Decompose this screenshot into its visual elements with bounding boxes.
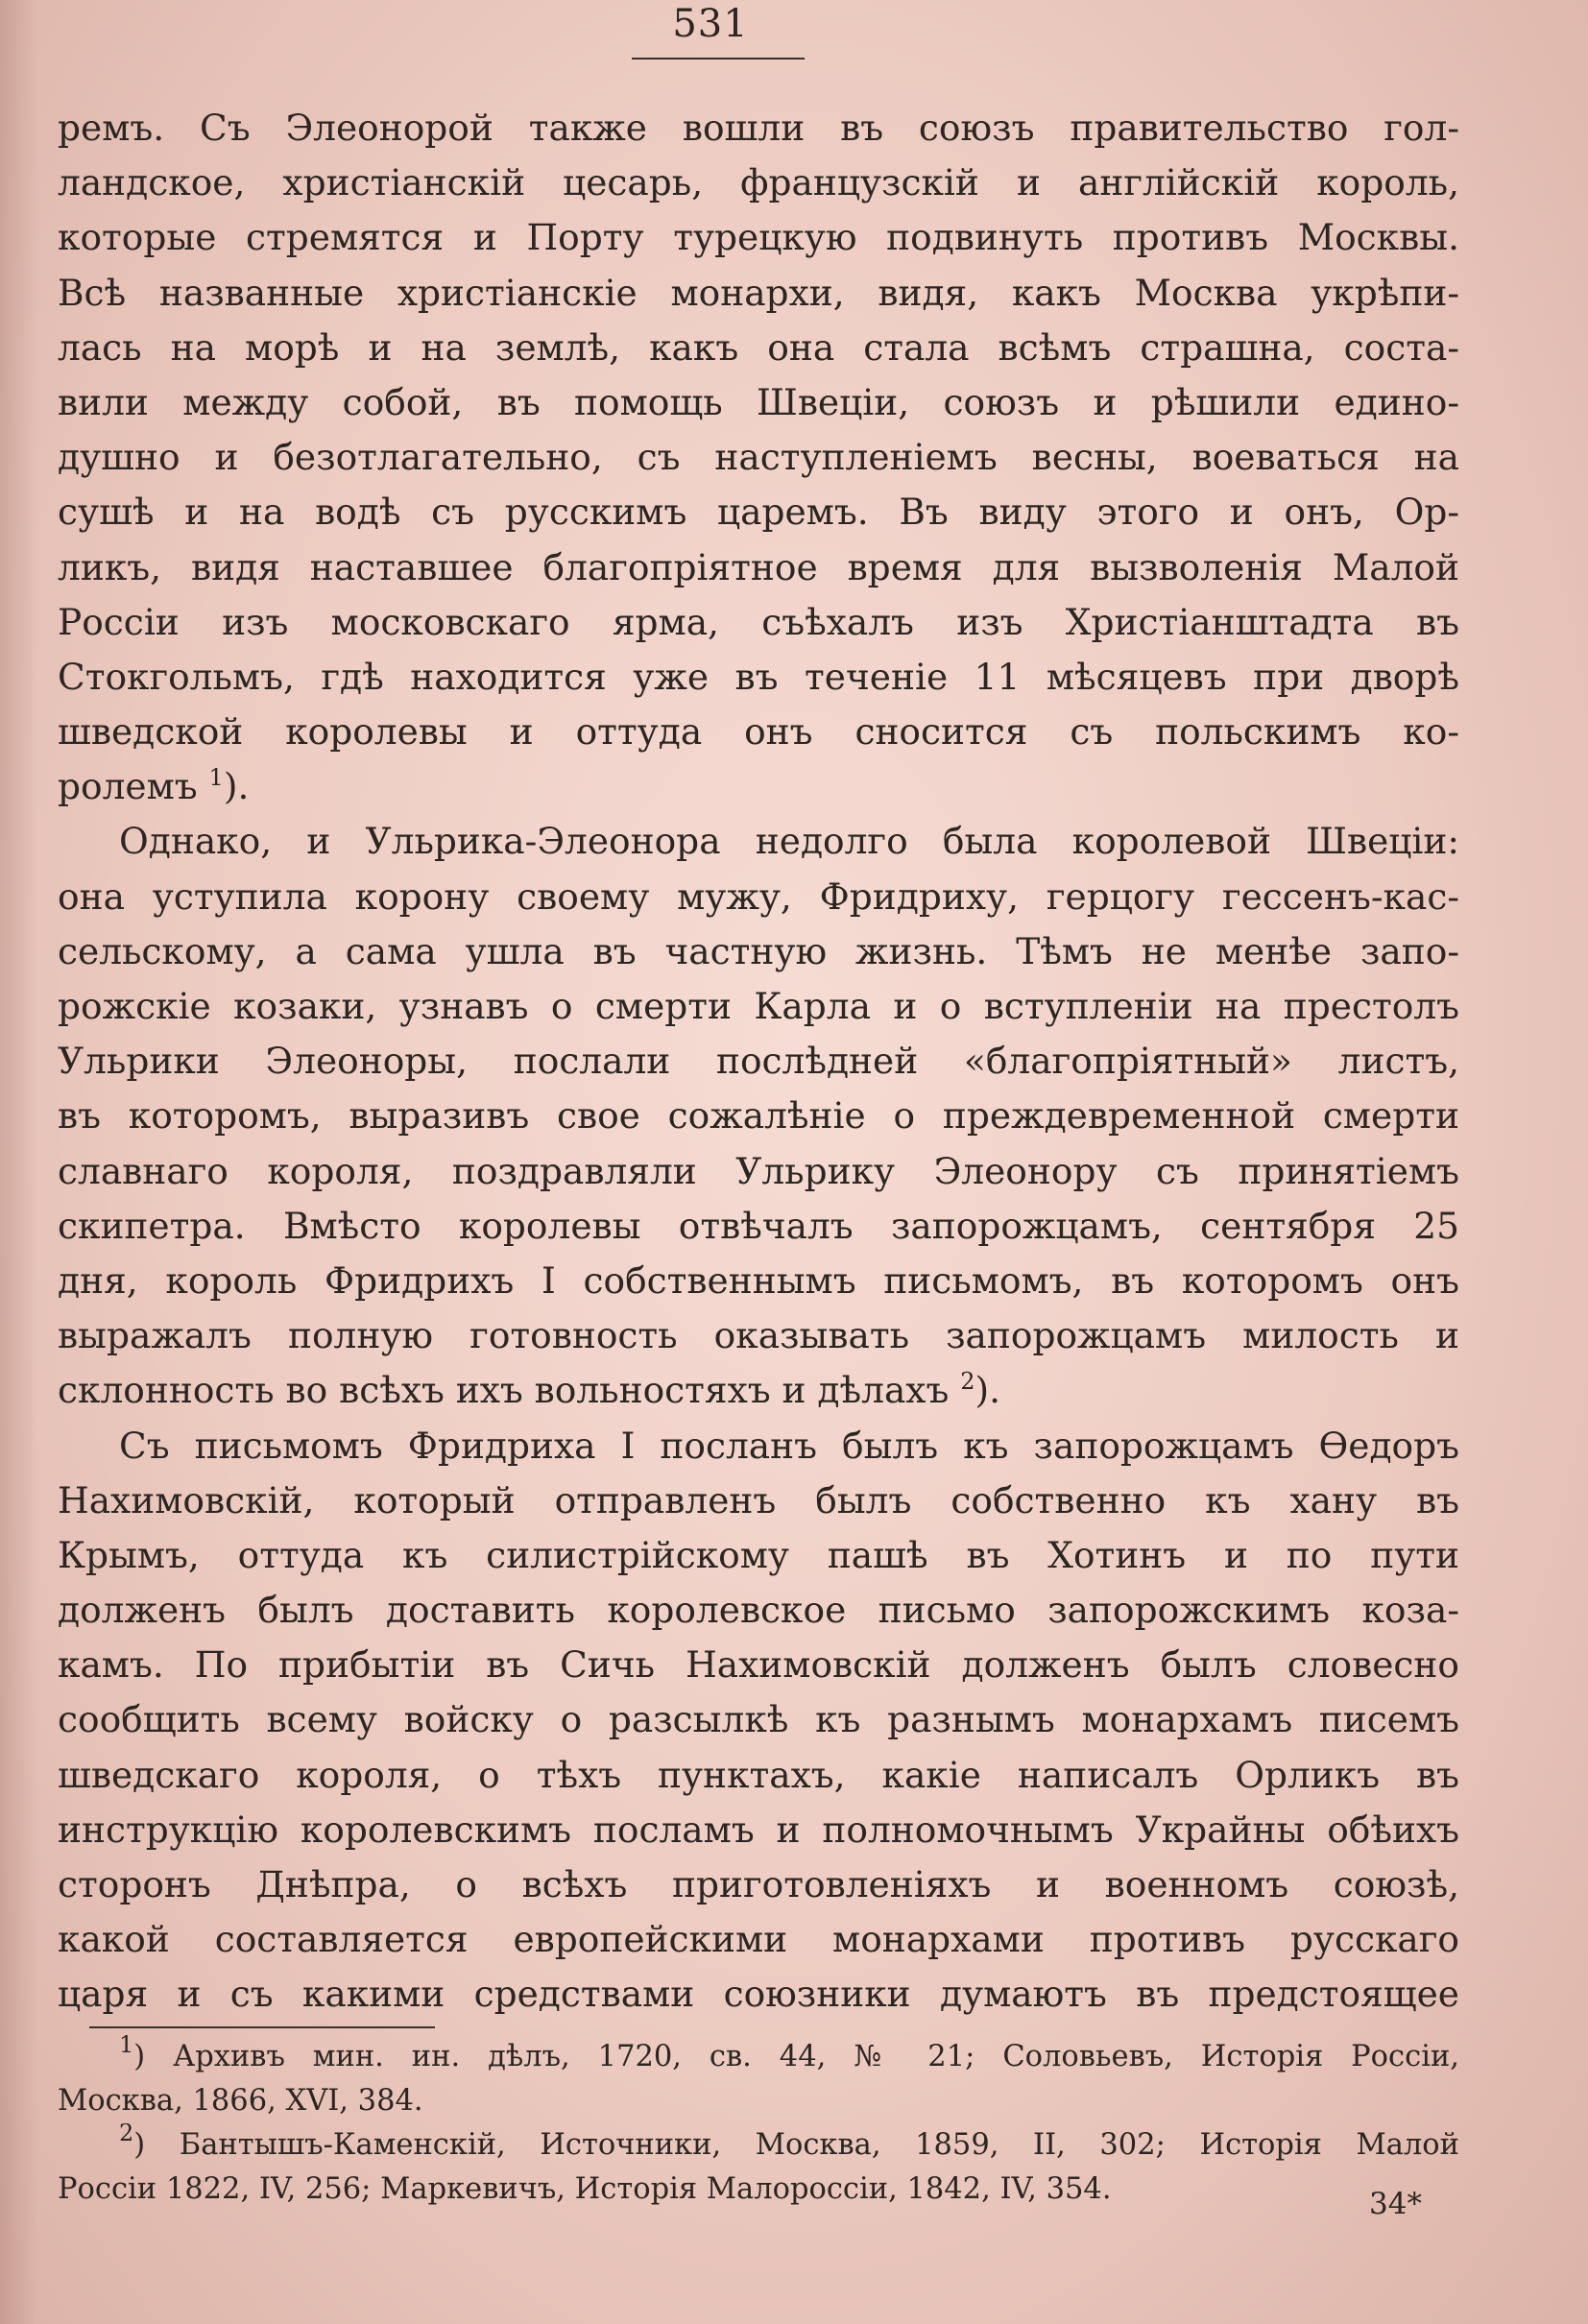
text-line: сушѣ и на водѣ съ русскимъ царемъ. Въ виду этого и онъ, Ор- [58, 491, 1459, 534]
text-line: выражалъ полную готовность оказывать запорожцамъ милость и [58, 1314, 1459, 1357]
text-line: Всѣ названные христіанскіе монархи, видя, какъ Москва укрѣпи- [58, 271, 1459, 314]
text-line: Россіи изъ московскаго ярма, съѣхалъ изъ Христіанштадта въ [58, 600, 1459, 643]
text-line: инструкцію королевскимъ посламъ и полномочнымъ Украйны обѣихъ [58, 1808, 1459, 1851]
text-fragment: ). [223, 765, 250, 808]
text-line-last [58, 759, 1459, 814]
text-line: славнаго короля, поздравляли Ульрику Элеонору съ принятіемъ [58, 1149, 1459, 1192]
text-line: ландское, христіанскій цесарь, французскій и англійскій король, [58, 161, 1459, 204]
text-line: Стокгольмъ, гдѣ находится уже въ теченіе 11 мѣсяцевъ при дворѣ [58, 655, 1459, 698]
text-line: долженъ былъ доставить королевское письмо запорожскимъ коза- [58, 1589, 1459, 1632]
footnote-line: $^2$) Бантышъ-Каменскій, Источники, Москва, 1859, II, 302; Исторія Малой [58, 2123, 1459, 2168]
text-line: скипетра. Вмѣсто королевы отвѣчалъ запорожцамъ, сентября 25 [58, 1204, 1459, 1247]
text-line: Крымъ, оттуда къ силистрійскому пашѣ въ Хотинъ и по пути [58, 1533, 1459, 1576]
body-text [58, 101, 1459, 2023]
text-line: лась на морѣ и на землѣ, какъ она стала всѣмъ страшна, соста- [58, 325, 1459, 369]
footnote [58, 2123, 1459, 2212]
text-fragment: ). [974, 1369, 1001, 1412]
page-edge-shadow [0, 0, 38, 2324]
footnote-ref[interactable]: 2 [960, 1368, 975, 1396]
footnote-line: $^1$) Архивъ мин. ин. дѣлъ, 1720, св. 44, № 21; Соловьевъ, Исторія Россіи, [58, 2035, 1459, 2079]
footnote-rule [89, 2026, 435, 2028]
footnotes [58, 2035, 1459, 2212]
text-line: камъ. По прибытіи въ Сичь Нахимовскій долженъ былъ словесно [58, 1643, 1459, 1687]
text-line: душно и безотлагательно, съ наступленіемъ весны, воеваться на [58, 436, 1459, 479]
text-line: дня, король Фридрихъ I собственнымъ письмомъ, въ которомъ онъ [58, 1258, 1459, 1302]
text-line: рожскіе козаки, узнавъ о смерти Карла и о вступленіи на престолъ [58, 985, 1459, 1027]
text-line: шведской королевы и оттуда онъ сносится съ польскимъ ко- [58, 710, 1459, 754]
text-line: Ульрики Элеоноры, послали послѣдней «благопріятный» листъ, [58, 1040, 1459, 1083]
text-line: ремъ. Съ Элеонорой также вошли въ союзъ правительство гол- [58, 107, 1459, 149]
text-line: Съ письмомъ Фридриха I посланъ былъ къ запорожцамъ Ѳедоръ [119, 1424, 1459, 1467]
text-fragment: ролемъ [58, 765, 198, 808]
footnote-marker: 1 [119, 2035, 134, 2058]
signature-mark: 34* [1369, 2187, 1422, 2221]
text-fragment: Архивъ мин. ин. дѣлъ, 1720, св. 44, № 21; Соловьевъ, Исторія Россіи, [173, 2040, 1459, 2073]
text-line: сторонъ Днѣпра, о всѣхъ приготовленіяхъ и военномъ союзѣ, [58, 1863, 1459, 1905]
text-line: сообщить всему войску о разсылкѣ къ разнымъ монархамъ писемъ [58, 1698, 1459, 1741]
text-fragment: Бантышъ-Каменскій, Источники, Москва, 1859, II, 302; Исторія Малой [179, 2128, 1459, 2162]
paragraph [58, 101, 1459, 814]
footnote-ref[interactable]: 1 [208, 764, 224, 792]
text-line: въ которомъ, выразивъ свое сожалѣніе о преждевременной смерти [58, 1094, 1459, 1138]
text-line: которые стремятся и Порту турецкую подвинуть противъ Москвы. [58, 216, 1459, 259]
paragraph [58, 814, 1459, 1418]
text-line: вили между собой, въ помощь Швеціи, союзъ и рѣшили едино- [58, 380, 1459, 423]
text-fragment: склонность во всѣхъ ихъ вольностяхъ и дѣлахъ [58, 1369, 950, 1412]
text-line: царя и съ какими средствами союзники думаютъ въ предстоящее [58, 1973, 1459, 2016]
footnote-line: Москва, 1866, XVI, 384. [58, 2084, 423, 2118]
text-line: Однако, и Ульрика-Элеонора недолго была королевой Швеціи: [119, 820, 1459, 863]
text-line-last [58, 1363, 1459, 1418]
text-line: Нахимовскій, который отправленъ былъ собственно къ хану въ [58, 1478, 1459, 1521]
text-line: сельскому, а сама ушла въ частную жизнь. Тѣмъ не менѣе запо- [58, 929, 1459, 972]
footnote-line: Россіи 1822, IV, 256; Маркевичъ, Исторія Малороссіи, 1842, IV, 354. [58, 2172, 1112, 2206]
page-number: 531 [672, 2, 749, 46]
paragraph [58, 1419, 1459, 2023]
text-line: она уступила корону своему мужу, Фридриху, герцогу гессенъ-кас- [58, 874, 1459, 918]
text-line: ликъ, видя наставшее благопріятное время для вызволенія Малой [58, 545, 1459, 588]
footnote-marker: 2 [119, 2123, 134, 2146]
header-rule [632, 58, 805, 60]
footnote [58, 2035, 1459, 2123]
text-line: какой составляется европейскими монархами противъ русскаго [58, 1918, 1459, 1961]
text-line: шведскаго короля, о тѣхъ пунктахъ, какіе написалъ Орликъ въ [58, 1753, 1459, 1796]
